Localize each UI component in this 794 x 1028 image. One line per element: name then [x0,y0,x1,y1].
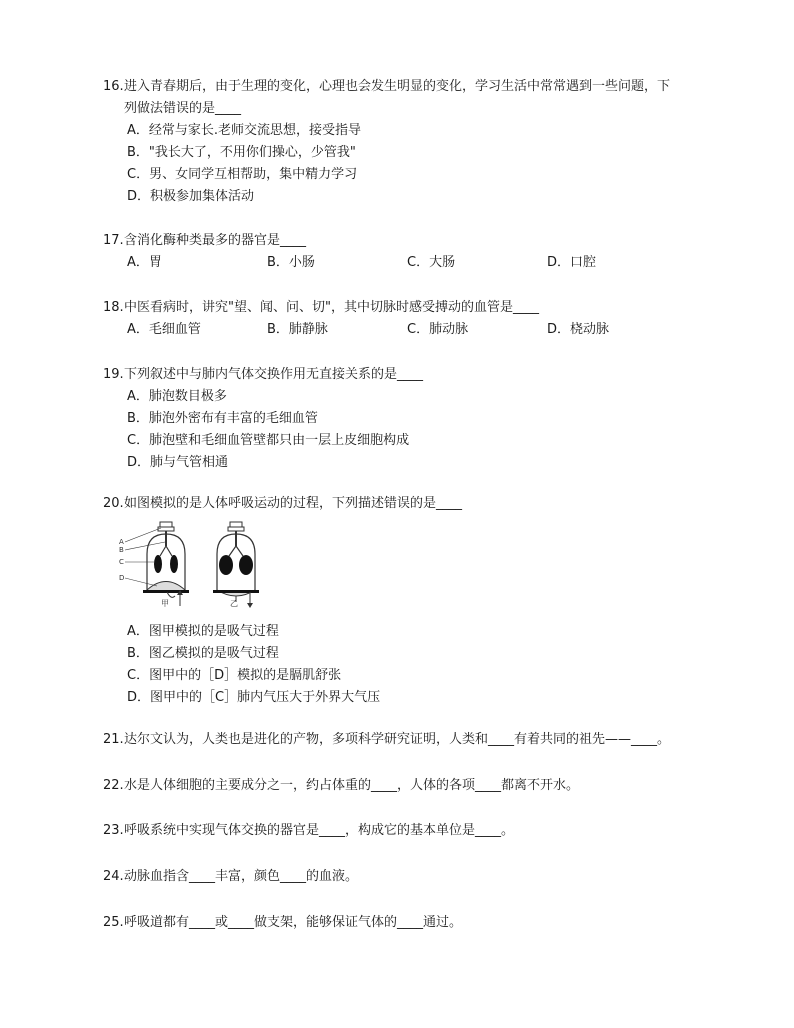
question-stem [103,230,713,252]
option-d: D．积极参加集体活动 [127,189,255,204]
question-stem [103,76,713,98]
apparatus-yi [213,522,259,608]
question-16 [103,76,713,208]
question-stem [103,493,713,515]
stem-text: 呼吸系统中实现气体交换的器官是____，构成它的基本单位是____。 [124,823,515,838]
question-stem [103,866,713,888]
question-stem [103,729,713,751]
option-d: D．图甲中的［C］肺内气压大于外界大气压 [127,690,381,705]
question-23 [103,820,713,842]
question-stem [103,912,713,934]
stem-text: 下列叙述中与肺内气体交换作用无直接关系的是____ [124,367,424,382]
caption-jia: 甲 [161,599,169,608]
options-row [103,252,713,274]
option-b: B．肺泡外密布有丰富的毛细血管 [127,411,318,426]
option-b: B．小肠 [267,255,315,270]
label-d: D [119,574,125,582]
question-stem [103,297,713,319]
option-d: D．桡动脉 [547,322,610,337]
label-c: C [119,558,124,566]
question-number: 19. [103,367,124,382]
question-18 [103,297,713,341]
option-d: D．口腔 [547,255,597,270]
stem-text: 达尔文认为，人类也是进化的产物，多项科学研究证明，人类和____有着共同的祖先——____。 [124,732,671,747]
breathing-model-figure [117,518,277,614]
stem-text: 中医看病时，讲究"望、闻、问、切"，其中切脉时感受搏动的血管是____ [124,300,539,315]
stem-line-2: 列做法错误的是____ [124,101,242,116]
stem-text: 水是人体细胞的主要成分之一，约占体重的____，人体的各项____都离不开水。 [124,778,580,793]
question-stem [103,820,713,842]
stem-text: 含消化酶种类最多的器官是____ [124,233,307,248]
option-c: C．男、女同学互相帮助，集中精力学习 [127,167,358,182]
question-number: 17. [103,233,124,248]
option-a: A．胃 [127,255,162,270]
question-17 [103,230,713,274]
label-b: B [119,546,124,554]
stem-text: 动脉血指含____丰富，颜色____的血液。 [124,869,359,884]
question-25 [103,912,713,934]
option-b: B．"我长大了，不用你们操心，少管我" [127,145,356,160]
question-22 [103,775,713,797]
option-d: D．肺与气管相通 [127,455,229,470]
question-stem [103,364,713,386]
question-20 [103,493,713,515]
option-b: B．图乙模拟的是吸气过程 [127,646,279,661]
question-number: 18. [103,300,124,315]
question-number: 25. [103,915,124,930]
option-b: B．肺静脉 [267,322,328,337]
question-number: 24. [103,869,124,884]
caption-yi: 乙 [230,599,238,608]
question-number: 20. [103,496,124,511]
label-a: A [119,538,124,546]
option-a: A．毛细血管 [127,322,201,337]
option-c: C．大肠 [407,255,456,270]
question-20-options [103,621,713,709]
option-c: C．肺动脉 [407,322,469,337]
question-stem [103,775,713,797]
question-number: 21. [103,732,124,747]
option-c: C．肺泡壁和毛细血管壁都只由一层上皮细胞构成 [127,433,410,448]
question-24 [103,866,713,888]
option-a: A．经常与家长.老师交流思想，接受指导 [127,123,362,138]
question-number: 22. [103,778,124,793]
option-a: A．肺泡数目极多 [127,389,227,404]
question-21 [103,729,713,751]
options-row [103,319,713,341]
question-number: 23. [103,823,124,838]
stem-text: 如图模拟的是人体呼吸运动的过程，下列描述错误的是____ [124,496,463,511]
stem-line-1: 进入青春期后，由于生理的变化，心理也会发生明显的变化，学习生活中常常遇到一些问题，下 [124,79,671,94]
stem-text: 呼吸道都有____或____做支架，能够保证气体的____通过。 [124,915,463,930]
option-a: A．图甲模拟的是吸气过程 [127,624,279,639]
question-19 [103,364,713,474]
question-number: 16. [103,79,124,94]
option-c: C．图甲中的［D］模拟的是膈肌舒张 [127,668,342,683]
apparatus-jia [143,522,189,606]
